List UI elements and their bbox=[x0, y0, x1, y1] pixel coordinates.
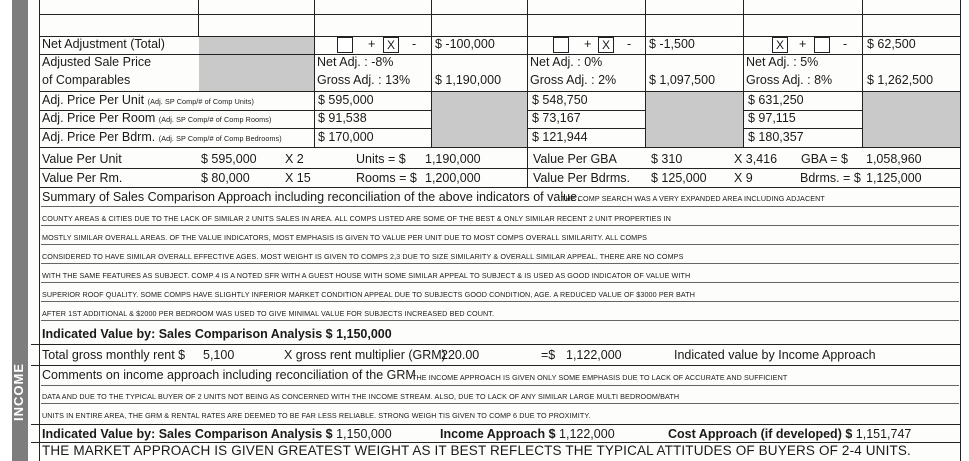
equals-sign: =$ bbox=[541, 348, 556, 362]
comp1-shaded-cell bbox=[432, 92, 527, 147]
reconciliation-income-label: Income Approach $ bbox=[440, 427, 556, 441]
adj-price-per-room-label bbox=[42, 111, 271, 125]
text-underline bbox=[41, 263, 959, 264]
comp2-shaded-cell bbox=[646, 92, 743, 147]
reconciliation-cost-value: 1,151,747 bbox=[855, 427, 912, 441]
comp1-plus-checkbox[interactable] bbox=[337, 37, 353, 53]
comp2-price-per-unit: $ 548,750 bbox=[532, 93, 588, 107]
summary-line: AFTER 1ST ADDITIONAL & $2000 PER BEDROOM WAS USED TO GIVE MINIMAL VALUE FOR SUBJECTS INCREASED BED COUNT. bbox=[42, 309, 495, 318]
text-underline bbox=[41, 206, 959, 207]
bdrm-label: Bdrms. = $ bbox=[800, 171, 861, 185]
units-multiplier: X 2 bbox=[285, 152, 304, 166]
reconciliation-sales-value: 1,150,000 bbox=[336, 427, 392, 441]
comp3-net-adjustment: $ 62,500 bbox=[867, 37, 916, 51]
gba-total: 1,058,960 bbox=[866, 152, 922, 166]
income-section-label: INCOME bbox=[11, 363, 26, 421]
comp1-net-adj-pct: Net Adj. : -8% bbox=[317, 55, 394, 69]
comp2-net-adjustment: $ -1,500 bbox=[649, 37, 695, 51]
reconciliation-income-value: 1,122,000 bbox=[559, 427, 615, 441]
reconciliation-statement: THE MARKET APPROACH IS GIVEN GREATEST WEIGHT AS IT BEST REFLECTS THE TYPICAL ATTITUDES OF BUYERS OF 2-4 UNITS. bbox=[42, 443, 911, 458]
text-underline bbox=[41, 403, 959, 404]
grm-label: X gross rent multiplier (GRM) bbox=[284, 348, 446, 362]
comp3-plus-checkbox[interactable]: X bbox=[772, 37, 788, 53]
comp3-price-per-room: $ 97,115 bbox=[748, 111, 796, 125]
rooms-label: Rooms = $ bbox=[356, 171, 417, 185]
minus-sign: - bbox=[412, 37, 417, 51]
comp3-adjusted-price: $ 1,262,500 bbox=[867, 73, 934, 87]
text-underline bbox=[41, 385, 959, 386]
adj-price-per-bdrm-text: Adj. Price Per Bdrm. bbox=[42, 130, 156, 144]
reconciliation-cost-label: Cost Approach (if developed) $ bbox=[668, 427, 853, 441]
plus-sign: + bbox=[368, 37, 376, 51]
gross-rent: 5,100 bbox=[203, 348, 235, 362]
summary-line: MOSTLY SIMILAR OVERALL AREAS. OF THE VALUE INDICATORS, MOST EMPHASIS IS GIVEN TO VALUE PER UNIT DUE TO MOST COMPS OVERALL SIMILARITY. ALL COMPS bbox=[42, 233, 648, 242]
comp3-price-per-unit: $ 631,250 bbox=[748, 93, 804, 107]
text-underline bbox=[41, 282, 959, 283]
adj-price-per-bdrm-label bbox=[42, 130, 282, 144]
minus-sign: - bbox=[843, 37, 848, 51]
adj-price-per-unit-note: (Adj. SP Comp/# of Comp Units) bbox=[147, 97, 254, 106]
comp3-shaded-cell bbox=[863, 92, 960, 147]
gba-label: GBA = $ bbox=[801, 152, 848, 166]
income-comment-line: DATA AND DUE TO THE TYPICAL BUYER OF 2 UNITS NOT BEING AS CONCERNED WITH THE INCOME STREAM. ALSO, DUE TO LACK OF ANY SIMILAR LARGE MULTI BEDROOM/BATH bbox=[42, 392, 680, 401]
plus-sign: + bbox=[799, 37, 807, 51]
grid-row-line bbox=[527, 128, 645, 129]
comp1-price-per-bdrm: $ 170,000 bbox=[318, 130, 374, 144]
comp1-adjusted-price: $ 1,190,000 bbox=[435, 73, 502, 87]
adj-price-per-unit-text: Adj. Price Per Unit bbox=[42, 93, 145, 107]
income-value: 1,122,000 bbox=[566, 348, 622, 362]
comp2-gross-adj-pct: Gross Adj. : 2% bbox=[530, 73, 617, 87]
value-per-bdrm-label: Value Per Bdrms. bbox=[533, 171, 631, 185]
grid-row-line bbox=[39, 128, 431, 129]
gba-multiplier: X 3,416 bbox=[734, 152, 778, 166]
comp2-plus-checkbox[interactable] bbox=[553, 37, 569, 53]
indicated-value-sales: Indicated Value by: Sales Comparison Analysis $ 1,150,000 bbox=[42, 327, 392, 341]
grid-line bbox=[314, 0, 315, 147]
text-underline bbox=[41, 225, 959, 226]
indicated-income-label: Indicated value by Income Approach bbox=[674, 348, 876, 362]
grid-row-line bbox=[39, 147, 960, 148]
grid-line bbox=[527, 0, 528, 147]
adj-price-per-room-text: Adj. Price Per Room bbox=[42, 111, 156, 125]
value-per-bdrm: $ 125,000 bbox=[651, 171, 707, 185]
net-adjustment-label: Net Adjustment (Total) bbox=[42, 37, 165, 51]
summary-line: CONSIDERED TO HAVE SIMILAR OVERALL EFFECTIVE AGES. MOST WEIGHT IS GIVEN TO COMPS 2,3 DUE TO SIZE SIMILARITY & OVERALL SIMILAR APPEAL. THERE ARE NO COMPS bbox=[42, 252, 684, 261]
section-divider bbox=[31, 344, 960, 345]
income-comment-line: UNITS IN ENTIRE AREA, THE GRM & RENTAL RATES ARE DEEMED TO BE FAR LESS RELIABLE. STRONG WEIGH TIS GIVEN TO COMP 6 DUE TO PROXIMITY. bbox=[42, 411, 591, 420]
value-per-unit: $ 595,000 bbox=[201, 152, 257, 166]
value-per-gba: $ 310 bbox=[651, 152, 683, 166]
adj-price-per-unit-label bbox=[42, 93, 254, 107]
comp2-price-per-room: $ 73,167 bbox=[532, 111, 581, 125]
rooms-total: 1,200,000 bbox=[425, 171, 481, 185]
rooms-multiplier: X 15 bbox=[285, 171, 311, 185]
units-label: Units = $ bbox=[356, 152, 406, 166]
summary-line: THE COMP SEARCH WAS A VERY EXPANDED AREA INCLUDING ADJACENT bbox=[561, 194, 825, 203]
grid-row-line bbox=[39, 187, 960, 188]
section-divider bbox=[31, 424, 960, 425]
summary-line: SUPERIOR ROOF QUALITY. SOME COMPS HAVE SLIGHTLY INFERIOR MARKET CONDITION APPEAL DUE TO SUBJECTS GOOD CONDITION, AGE. A REDUCED VALUE OF $3000 PER BATH bbox=[42, 290, 696, 299]
grid-border-right bbox=[960, 0, 961, 461]
comp3-minus-checkbox[interactable] bbox=[814, 37, 830, 53]
comp1-minus-checkbox[interactable]: X bbox=[383, 37, 399, 53]
comp2-adjusted-price: $ 1,097,500 bbox=[649, 73, 716, 87]
minus-sign: - bbox=[627, 37, 632, 51]
comp2-price-per-bdrm: $ 121,944 bbox=[532, 130, 588, 144]
grid-line bbox=[198, 0, 199, 36]
summary-line: WITH THE SAME FEATURES AS SUBJECT. COMP 4 IS A NOTED SFR WITH A GUEST HOUSE WITH SOME SIMILAR APPEAL TO SUBJECT & IS USED AS GOOD INDICATOR OF VALUE WITH bbox=[42, 271, 691, 280]
summary-line: COUNTY AREAS & CITIES DUE TO THE LACK OF SIMILAR 2 UNITS SALES IN AREA. ALL COMPS LISTED ARE SOME OF THE BEST & ONLY SIMILAR RECENT 2 UNIT PROPERTIES IN bbox=[42, 214, 671, 223]
comp1-price-per-room: $ 91,538 bbox=[318, 111, 367, 125]
plus-sign: + bbox=[584, 37, 592, 51]
text-underline bbox=[41, 301, 959, 302]
value-per-unit-label: Value Per Unit bbox=[42, 152, 122, 166]
comp2-net-adj-pct: Net Adj. : 0% bbox=[530, 55, 603, 69]
comp1-price-per-unit: $ 595,000 bbox=[318, 93, 374, 107]
grid-line bbox=[743, 0, 744, 147]
comp3-gross-adj-pct: Gross Adj. : 8% bbox=[746, 73, 833, 87]
adjusted-sale-price-label: Adjusted Sale Price bbox=[42, 55, 152, 69]
value-per-rm-label: Value Per Rm. bbox=[42, 171, 123, 185]
comp3-price-per-bdrm: $ 180,357 bbox=[748, 130, 804, 144]
income-comment-line: THE INCOME APPROACH IS GIVEN ONLY SOME EMPHASIS DUE TO LACK OF ACCURATE AND SUFFICIENT bbox=[412, 373, 788, 382]
adj-price-per-bdrm-note: (Adj. SP Comp/# of Comp Bedrooms) bbox=[158, 134, 282, 143]
value-per-gba-label: Value Per GBA bbox=[533, 152, 617, 166]
value-per-rm: $ 80,000 bbox=[201, 171, 250, 185]
grid-row-line bbox=[39, 54, 960, 55]
adj-price-per-room-note: (Adj. SP Comp/# of Comp Rooms) bbox=[158, 115, 272, 124]
bdrm-total: 1,125,000 bbox=[866, 171, 922, 185]
grid-row-line bbox=[39, 14, 960, 15]
comp1-gross-adj-pct: Gross Adj. : 13% bbox=[317, 73, 411, 87]
section-border-left bbox=[39, 148, 40, 461]
income-comments-heading: Comments on income approach including reconciliation of the GRM bbox=[42, 368, 416, 382]
grid-row-line bbox=[31, 365, 960, 366]
reconciliation-sales-label: Indicated Value by: Sales Comparison Analysis $ bbox=[42, 427, 333, 441]
grm-value: 220.00 bbox=[441, 348, 480, 362]
text-underline bbox=[41, 320, 959, 321]
subject-shaded-cell bbox=[199, 37, 314, 91]
text-underline bbox=[41, 244, 959, 245]
gross-rent-label: Total gross monthly rent $ bbox=[42, 348, 186, 362]
units-total: 1,190,000 bbox=[425, 152, 481, 166]
grid-border-left bbox=[39, 0, 40, 147]
grid-row-line bbox=[39, 168, 960, 169]
reconciliation-cost bbox=[668, 427, 911, 441]
of-comparables-label: of Comparables bbox=[42, 73, 131, 87]
comp1-net-adjustment: $ -100,000 bbox=[435, 37, 495, 51]
reconciliation-sales bbox=[42, 427, 392, 441]
comp3-net-adj-pct: Net Adj. : 5% bbox=[746, 55, 819, 69]
comp2-minus-checkbox[interactable]: X bbox=[598, 37, 614, 53]
summary-heading: Summary of Sales Comparison Approach including reconciliation of the above indicators of value. bbox=[42, 190, 581, 204]
grid-row-line bbox=[743, 128, 862, 129]
reconciliation-income bbox=[440, 427, 615, 441]
bdrm-multiplier: X 9 bbox=[734, 171, 753, 185]
